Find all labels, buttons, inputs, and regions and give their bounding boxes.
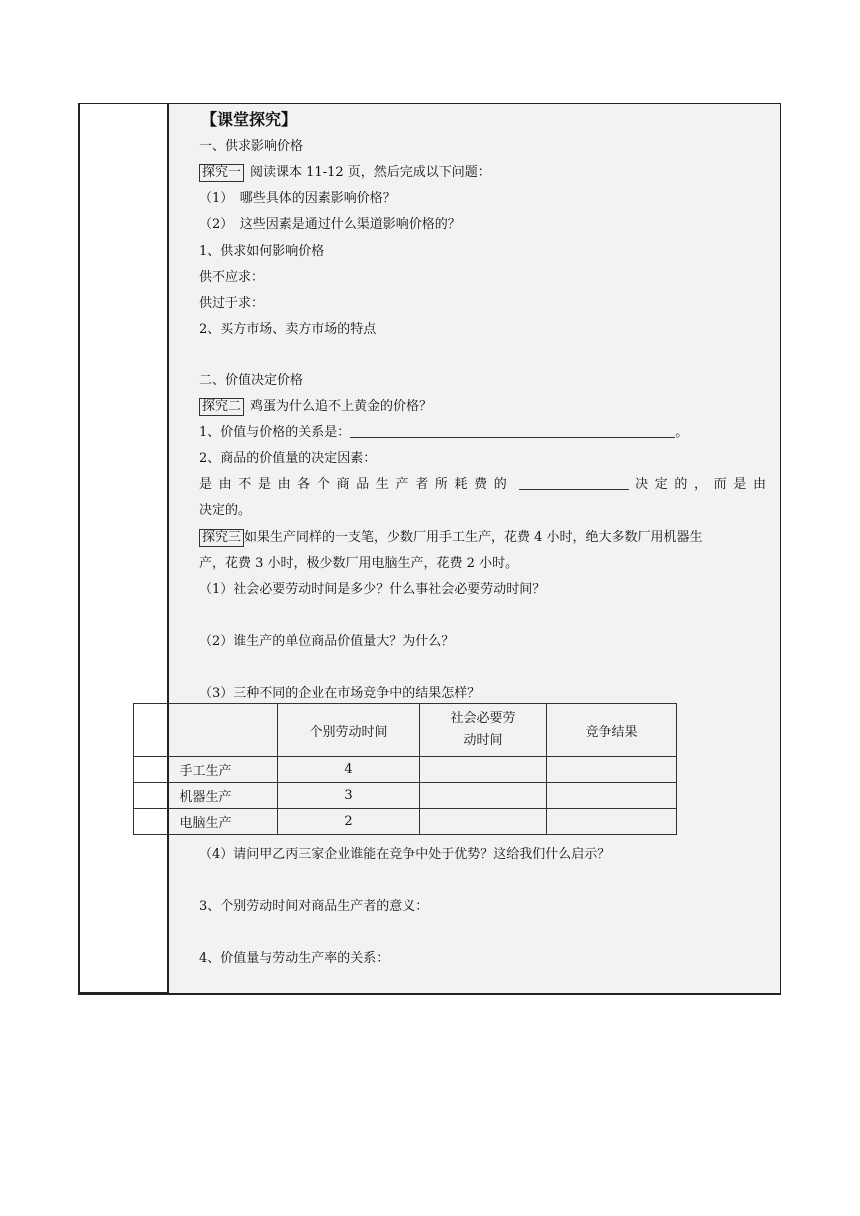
- sentence-end: 决定的，而是由: [635, 477, 771, 492]
- supply-surplus: 供过于求：: [199, 296, 265, 311]
- answer-blank-2[interactable]: [519, 475, 629, 490]
- row-result-cell[interactable]: [547, 757, 677, 783]
- row-label: 手工生产: [134, 757, 278, 783]
- row-label: 机器生产: [134, 783, 278, 809]
- individual-labor-meaning: 3、个别劳动时间对商品生产者的意义：: [199, 899, 429, 914]
- value-productivity-relation: 4、价值量与劳动生产率的关系：: [199, 951, 390, 966]
- worksheet-frame: [78, 103, 781, 995]
- row-time: 2: [278, 809, 420, 835]
- table-header-result: 竞争结果: [547, 704, 677, 757]
- question-3-2: （2）谁生产的单位商品价值量大？为什么？: [199, 634, 455, 649]
- row-result-cell[interactable]: [547, 783, 677, 809]
- section-title: 【课堂探究】: [201, 110, 298, 129]
- row-social-cell[interactable]: [420, 757, 547, 783]
- inquiry-three-tag: 探究三: [199, 529, 244, 547]
- row-social-cell[interactable]: [420, 783, 547, 809]
- supply-short: 供不应求：: [199, 270, 265, 285]
- inquiry-two: [199, 394, 432, 420]
- row-time: 3: [278, 783, 420, 809]
- question-3-4: （4）请问甲乙丙三家企业谁能在竞争中处于优势？这给我们什么启示？: [199, 847, 611, 862]
- heading-value-price: 二、价值决定价格: [199, 373, 304, 388]
- heading-supply-demand: 一、供求影响价格: [199, 139, 304, 154]
- value-factor-label: 2、商品的价值量的决定因素：: [199, 451, 377, 466]
- row-result-cell[interactable]: [547, 809, 677, 835]
- table-row: [134, 757, 677, 783]
- question-2: （2） 这些因素是通过什么渠道影响价格的？: [199, 217, 461, 232]
- row-time: 4: [278, 757, 420, 783]
- inquiry-two-tag: 探究二: [199, 398, 244, 416]
- answer-blank[interactable]: [350, 423, 675, 438]
- inquiry-three-line2: 产，花费 3 小时，极少数厂用电脑生产，花费 2 小时。: [199, 556, 519, 571]
- inquiry-one-tag: 探究一: [199, 164, 244, 182]
- value-price-relation: [199, 420, 688, 446]
- supply-demand-item-1: 1、供求如何影响价格: [199, 244, 325, 259]
- inquiry-one: [199, 160, 491, 186]
- inquiry-two-text: 鸡蛋为什么追不上黄金的价格？: [250, 399, 433, 414]
- question-1: （1） 哪些具体的因素影响价格？: [199, 191, 396, 206]
- row-label: 电脑生产: [134, 809, 278, 835]
- question-3-1: （1）社会必要劳动时间是多少？什么事社会必要劳动时间？: [199, 582, 546, 597]
- table-header-empty: [134, 704, 278, 757]
- sentence-continuation: 决定的。: [199, 503, 252, 518]
- left-margin-column: [78, 104, 169, 993]
- market-item-2: 2、买方市场、卖方市场的特点: [199, 322, 377, 337]
- sentence-start: 是由不是由各个商品生产者所耗费的: [199, 477, 514, 492]
- competition-table: [133, 703, 677, 835]
- table-header-row: [134, 704, 677, 757]
- value-factor-sentence: [199, 472, 771, 498]
- table-row: [134, 809, 677, 835]
- period: 。: [675, 425, 689, 440]
- table-header-individual-time: 个别劳动时间: [278, 704, 420, 757]
- table-header-social-time: 社会必要劳 动时间: [420, 704, 547, 757]
- inquiry-three-line1: 如果生产同样的一支笔，少数厂用手工生产，花费 4 小时，绝大多数厂用机器生: [244, 530, 703, 545]
- row-social-cell[interactable]: [420, 809, 547, 835]
- table-row: [134, 783, 677, 809]
- value-price-label: 1、价值与价格的关系是：: [199, 425, 351, 440]
- question-3-3: （3）三种不同的企业在市场竞争中的结果怎样？: [199, 686, 481, 701]
- inquiry-one-text: 阅读课本 11-12 页，然后完成以下问题：: [250, 165, 491, 180]
- inquiry-three: [199, 525, 703, 551]
